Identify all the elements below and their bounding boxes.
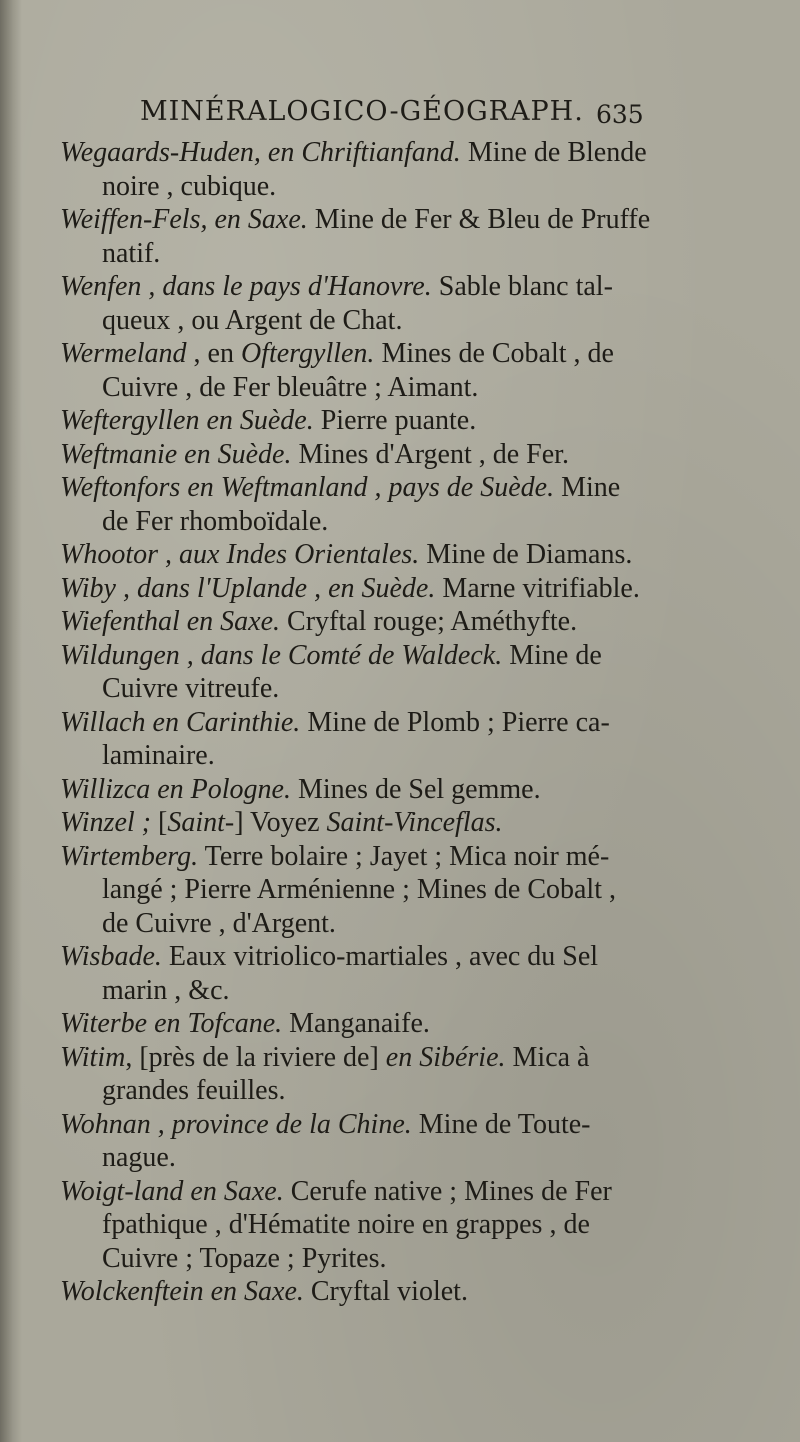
- entry-first-line: [60, 773, 750, 807]
- entry-continuation-line: [60, 672, 750, 706]
- place-name-text: Weftonfors en Weftmanland , pays de Suède.: [60, 472, 555, 503]
- description-text: Mines de Cobalt , de: [374, 338, 614, 369]
- description-text: laminaire.: [102, 740, 215, 771]
- entry-first-line: [60, 1175, 750, 1209]
- description-text: langé ; Pierre Arménienne ; Mines de Cobalt ,: [102, 874, 616, 905]
- entry: [60, 1108, 750, 1175]
- place-name-text: Whootor , aux Indes Orientales.: [60, 539, 420, 570]
- entry-first-line: [60, 337, 750, 371]
- place-name-text: Saint-: [167, 807, 235, 838]
- description-text: Cuivre ; Topaze ; Pyrites.: [102, 1242, 387, 1274]
- entry-continuation-line: [60, 1074, 750, 1108]
- entry: [60, 270, 750, 337]
- entry-first-line: [60, 639, 750, 673]
- description-text: Mine de Diamans.: [419, 539, 633, 570]
- description-text: Mines d'Argent , de Fer.: [291, 438, 569, 470]
- entry: [60, 639, 750, 706]
- entry: [60, 1175, 750, 1276]
- place-name-text: Oftergyllen.: [240, 338, 375, 369]
- description-text: Cryftal violet.: [303, 1276, 468, 1307]
- page-number: 635: [596, 100, 644, 129]
- place-name-text: Wenfen , dans le pays d'Hanovre.: [60, 271, 432, 302]
- description-text: marin , &c.: [102, 974, 230, 1006]
- entry-continuation-line: [60, 739, 750, 773]
- place-name-text: Witerbe en Tofcane.: [60, 1008, 283, 1039]
- running-head: MINÉRALOGICO-GÉOGRAPH.: [140, 96, 584, 127]
- entry: [60, 1041, 750, 1108]
- entry-continuation-line: [60, 170, 750, 204]
- entry-continuation-line: [60, 304, 750, 338]
- place-name-text: Saint-Vinceflas.: [326, 807, 503, 838]
- description-text: Manganaife.: [282, 1008, 430, 1039]
- place-name-text: Wermeland: [60, 338, 187, 369]
- description-text: Mine: [554, 472, 621, 503]
- description-text: Mine de Plomb ; Pierre ca-: [300, 706, 610, 738]
- entry: [60, 203, 750, 270]
- entry-continuation-line: [60, 907, 750, 941]
- entry-first-line: [60, 471, 750, 505]
- description-text: grandes feuilles.: [102, 1075, 286, 1106]
- place-name-text: Woigt-land en Saxe.: [60, 1175, 284, 1207]
- entry: [60, 806, 750, 840]
- entry: [60, 438, 750, 472]
- description-text: de Cuivre , d'Argent.: [102, 907, 336, 939]
- entry-continuation-line: [60, 1208, 750, 1242]
- description-text: natif.: [102, 237, 161, 269]
- entry-first-line: [60, 1041, 750, 1075]
- description-text: Mine de Fer & Bleu de Pruffe: [307, 204, 651, 235]
- place-name-text: Wildungen , dans le Comté de Waldeck.: [60, 639, 503, 671]
- description-text: Mine de: [502, 639, 602, 671]
- place-name-text: Wirtemberg.: [60, 840, 199, 872]
- place-name-text: en Sibérie.: [385, 1041, 506, 1073]
- description-text: Cuivre vitreufe.: [102, 673, 280, 704]
- description-text: , en: [186, 338, 241, 369]
- description-text: Terre bolaire ; Jayet ; Mica noir mé-: [198, 840, 610, 872]
- entry: [60, 940, 750, 1007]
- place-name-text: Willach en Carinthie.: [60, 706, 301, 738]
- description-text: Marne vitrifiable.: [435, 572, 640, 604]
- entry-first-line: [60, 404, 750, 438]
- entry-continuation-line: [60, 371, 750, 405]
- place-name-text: Wisbade.: [60, 941, 162, 972]
- entry-first-line: [60, 203, 750, 237]
- entry-first-line: [60, 538, 750, 572]
- place-name-text: Winzel ;: [60, 807, 158, 838]
- entry-continuation-line: [60, 974, 750, 1008]
- description-text: Mines de Sel gemme.: [290, 773, 541, 805]
- description-text: nague.: [102, 1142, 176, 1173]
- entry: [60, 471, 750, 538]
- description-text: Pierre puante.: [313, 405, 477, 436]
- description-text: ] Voyez: [234, 807, 327, 838]
- description-text: Mine de Toute-: [411, 1108, 591, 1140]
- place-name-text: Weiffen-Fels, en Saxe.: [60, 204, 308, 235]
- entry: [60, 404, 750, 438]
- entry-first-line: [60, 1108, 750, 1142]
- entry: [60, 1275, 750, 1309]
- description-text: Mine de Blende: [460, 137, 647, 168]
- page-header: [0, 96, 800, 136]
- place-name-text: Witim: [60, 1041, 126, 1073]
- description-text: Eaux vitriolico-martiales , avec du Sel: [161, 941, 599, 972]
- place-name-text: Wiefenthal en Saxe.: [60, 606, 281, 637]
- entry: [60, 706, 750, 773]
- entry-first-line: [60, 706, 750, 740]
- entry-first-line: [60, 940, 750, 974]
- entry-first-line: [60, 1275, 750, 1309]
- entry-continuation-line: [60, 873, 750, 907]
- entry: [60, 605, 750, 639]
- description-text: [: [158, 807, 168, 838]
- gazetteer-entries: [60, 136, 750, 1309]
- entry-continuation-line: [60, 1141, 750, 1175]
- entry-first-line: [60, 270, 750, 304]
- description-text: Cerufe native ; Mines de Fer: [283, 1175, 612, 1207]
- description-text: queux , ou Argent de Chat.: [102, 304, 403, 336]
- page-binding-shadow: [0, 0, 22, 1442]
- entry-first-line: [60, 806, 750, 840]
- entry: [60, 572, 750, 606]
- description-text: , [près de la riviere de]: [125, 1041, 386, 1073]
- entry-first-line: [60, 136, 750, 170]
- entry: [60, 773, 750, 807]
- place-name-text: Wolckenftein en Saxe.: [60, 1276, 304, 1307]
- entry-first-line: [60, 438, 750, 472]
- entry: [60, 1007, 750, 1041]
- entry: [60, 337, 750, 404]
- place-name-text: Wiby , dans l'Uplande , en Suède.: [60, 572, 436, 604]
- description-text: Cuivre , de Fer bleuâtre ; Aimant.: [102, 371, 479, 403]
- description-text: noire , cubique.: [102, 170, 277, 202]
- entry-continuation-line: [60, 505, 750, 539]
- place-name-text: Willizca en Pologne.: [60, 773, 291, 805]
- description-text: Cryftal rouge; Améthyfte.: [280, 606, 578, 637]
- place-name-text: Weftergyllen en Suède.: [60, 405, 314, 436]
- description-text: fpathique , d'Hématite noire en grappes , de: [102, 1209, 590, 1240]
- description-text: Sable blanc tal-: [431, 271, 613, 302]
- place-name-text: Wohnan , province de la Chine.: [60, 1108, 412, 1140]
- entry: [60, 538, 750, 572]
- description-text: de Fer rhomboïdale.: [102, 505, 329, 537]
- description-text: Mica à: [505, 1041, 590, 1073]
- place-name-text: Wegaards-Huden, en Chriftianfand.: [60, 137, 461, 168]
- place-name-text: Weftmanie en Suède.: [60, 438, 292, 470]
- entry: [60, 840, 750, 941]
- entry-first-line: [60, 840, 750, 874]
- entry-first-line: [60, 1007, 750, 1041]
- entry-first-line: [60, 572, 750, 606]
- entry-first-line: [60, 605, 750, 639]
- entry-continuation-line: [60, 1242, 750, 1276]
- entry: [60, 136, 750, 203]
- entry-continuation-line: [60, 237, 750, 271]
